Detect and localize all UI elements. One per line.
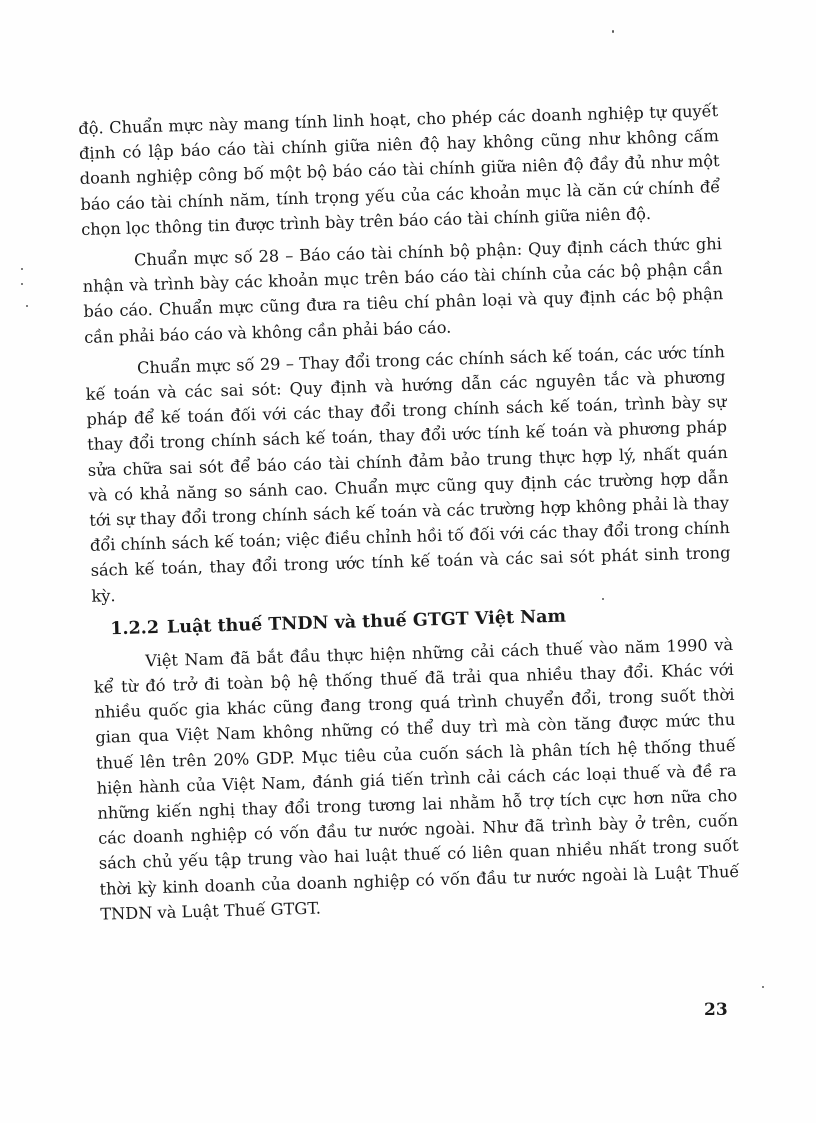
scan-speck	[762, 986, 764, 988]
scan-speck	[21, 268, 23, 270]
scan-speck	[602, 598, 604, 600]
paragraph-standard-28: Chuẩn mực số 28 – Báo cáo tài chính bộ phận: Quy định cách thức ghi nhận và trình bày các khoản mục trên báo cáo tài chính của các bộ phận cần báo cáo. Chuẩn mực cũng đưa ra tiêu chí phân loại và quy định các bộ phận cần phải báo cáo và không cần phải báo cáo.	[82, 234, 724, 347]
page-body	[78, 98, 740, 927]
section-title: Luật thuế TNDN và thuế GTGT Việt Nam	[166, 606, 567, 638]
paragraph-tax-reform: Việt Nam đã bắt đầu thực hiện những cải cách thuế vào năm 1990 và kể từ đó trở đi toàn bộ hệ thống thuế đã trải qua nhiều thay đổi. Khác với nhiều quốc gia khác cũng đang trong quá trình chuyển đổi, trong suốt thời gian qua Việt Nam không những có thể duy trì mà còn tăng được mức thu thuế lên trên 20% GDP. Mục tiêu của cuốn sách là phân tích hệ thống thuế hiện hành của Việt Nam, đánh giá tiến trình cải cách các loại thuế và đề ra những kiến nghị thay đổi trong tương lai nhằm hỗ trợ tích cực hơn nữa cho các doanh nghiệp có vốn đầu tư nước ngoài. Như đã trình bày ở trên, cuốn sách chủ yếu tập trung vào hai luật thuế có liên quan nhiều nhất trong suốt thời kỳ kinh doanh của doanh nghiệp có vốn đầu tư nước ngoài là Luật Thuế TNDN và Luật Thuế GTGT.	[93, 634, 740, 924]
paragraph-standard-29: Chuẩn mực số 29 – Thay đổi trong các chính sách kế toán, các ước tính kế toán và các sai sót: Quy định và hướng dẫn các nguyên tắc và phương pháp để kế toán đối với các thay đổi trong chính sách kế toán, trình bày sự thay đổi trong chính sách kế toán, thay đổi ước tính kế toán và phương pháp sửa chữa sai sót để báo cáo tài chính đảm bảo trung thực hợp lý, nhất quán và có khả năng so sánh cao. Chuẩn mực cũng quy định các trường hợp dẫn tới sự thay đổi trong chính sách kế toán và các trường hợp không phải là thay đổi chính sách kế toán; việc điều chỉnh hồi tố đối với các thay đổi trong chính sách kế toán, thay đổi trong ước tính kế toán và các sai sót phát sinh trong kỳ.	[85, 341, 731, 606]
paragraph-continuation: độ. Chuẩn mực này mang tính linh hoạt, cho phép các doanh nghiệp tự quyết định có lập báo cáo tài chính giữa niên độ hay không cũng như không cấm doanh nghiệp công bố một bộ báo cáo tài chính giữa niên độ đầy đủ như một báo cáo tài chính năm, tính trọng yếu của các khoản mục là căn cứ chính để chọn lọc thông tin được trình bày trên báo cáo tài chính giữa niên độ.	[78, 101, 721, 239]
section-number: 1.2.2	[110, 617, 160, 640]
page-number: 23	[704, 1000, 728, 1020]
scan-speck	[26, 305, 28, 307]
scan-speck	[21, 283, 23, 285]
scan-speck	[612, 30, 614, 33]
